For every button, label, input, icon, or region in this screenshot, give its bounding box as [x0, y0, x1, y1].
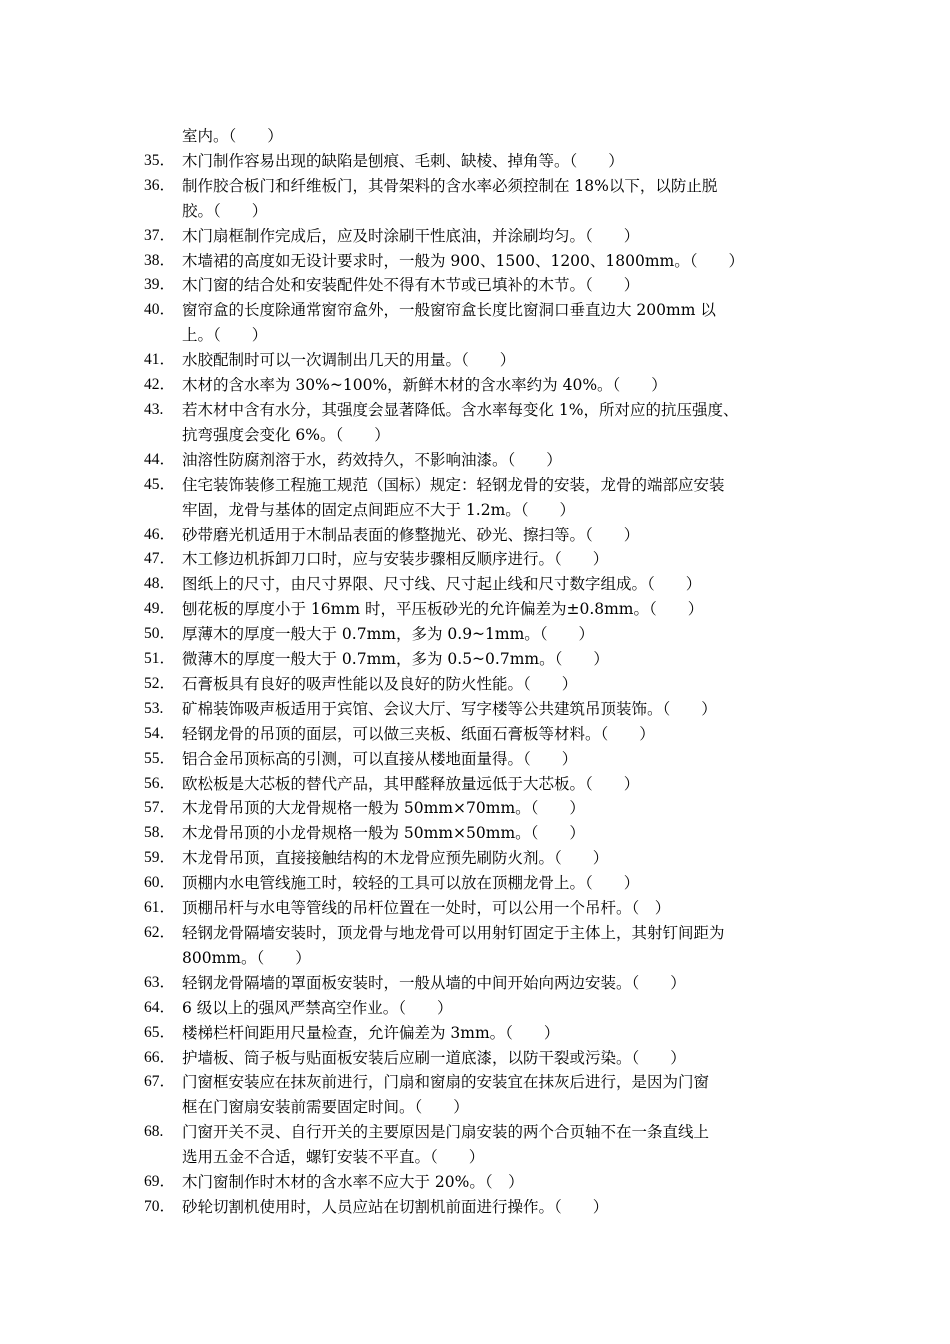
question-text-line: 木龙骨吊顶的小龙骨规格一般为 50mm×50mm。（ ）: [182, 824, 585, 843]
question-item: [144, 996, 826, 1021]
question-text-line: 楼梯栏杆间距用尺量检查，允许偏差为 3mm。（ ）: [182, 1023, 560, 1042]
question-item: [144, 747, 826, 772]
question-number: 62．: [144, 924, 176, 941]
question-number: 51．: [144, 650, 176, 668]
question-number: 38．: [144, 251, 176, 269]
question-text-line: 顶棚内水电管线施工时，较轻的工具可以放在顶棚龙骨上。（ ）: [182, 874, 640, 893]
question-text-line: 轻钢龙骨隔墙安装时，顶龙骨与地龙骨可以用射钉固定于主体上，其射钉间距为: [182, 924, 725, 942]
question-text-line: 轻钢龙骨的吊顶的面层，可以做三夹板、纸面石膏板等材料。（ ）: [182, 724, 655, 743]
question-text-line: 矿棉装饰吸声板适用于宾馆、会议大厅、写字楼等公共建筑吊顶装饰。（ ）: [182, 699, 717, 718]
question-item: [144, 124, 826, 149]
question-text-line: 木墙裙的高度如无设计要求时，一般为 900、1500、1200、1800mm。（ ）: [182, 251, 744, 270]
question-item: [144, 523, 826, 548]
question-number: 54．: [144, 724, 176, 742]
question-text-line: 胶。（ ）: [182, 201, 268, 220]
question-text-line: 窗帘盒的长度除通常窗帘盒外，一般窗帘盒长度比窗洞口垂直边大 200mm 以: [182, 301, 716, 320]
question-text-line: 住宅装饰装修工程施工规范（国标）规定：轻钢龙骨的安装，龙骨的端部应安装: [182, 475, 725, 494]
question-item: [144, 821, 826, 846]
question-text-line: 制作胶合板门和纤维板门，其骨架料的含水率必须控制在 18%以下，以防止脱: [182, 176, 718, 195]
question-text-line: 砂轮切割机使用时，人员应站在切割机前面进行操作。（ ）: [182, 1197, 609, 1216]
question-text-line: 图纸上的尺寸，由尺寸界限、尺寸线、尺寸起止线和尺寸数字组成。（ ）: [182, 575, 702, 594]
question-text-line: 800mm。（ ）: [182, 948, 311, 967]
question-number: 44．: [144, 450, 176, 468]
question-number: 60．: [144, 874, 176, 892]
question-item: [144, 572, 826, 597]
question-item: [144, 846, 826, 871]
question-text-line: 木龙骨吊顶，直接接触结构的木龙骨应预先刷防火剂。（ ）: [182, 849, 609, 868]
question-text-line: 木龙骨吊顶的大龙骨规格一般为 50mm×70mm。（ ）: [182, 799, 585, 818]
question-text-line: 砂带磨光机适用于木制品表面的修整抛光、砂光、擦扫等。（ ）: [182, 525, 640, 544]
question-item: [144, 273, 826, 298]
question-text-line: 轻钢龙骨隔墙的罩面板安装时，一般从墙的中间开始向两边安装。（ ）: [182, 973, 686, 992]
question-number: 50．: [144, 625, 176, 643]
question-item: [144, 348, 826, 373]
question-item: [144, 722, 826, 747]
question-number: 53.: [144, 699, 164, 717]
question-item: [144, 448, 826, 473]
question-item: [144, 398, 826, 448]
question-text-line: 水胶配制时可以一次调制出几天的用量。（ ）: [182, 351, 516, 370]
question-number: 52．: [144, 674, 176, 692]
question-item: [144, 373, 826, 398]
question-number: 47．: [144, 550, 176, 568]
question-text-line: 木门窗制作时木材的含水率不应大于 20%。（ ）: [182, 1173, 524, 1192]
question-number: 49．: [144, 600, 176, 618]
question-number: 61．: [144, 899, 176, 917]
question-number: 36．: [144, 176, 176, 194]
question-number: 42．: [144, 376, 176, 394]
question-item: [144, 1195, 826, 1220]
question-number: 68.: [144, 1123, 164, 1141]
question-text-line: 木门制作容易出现的缺陷是刨痕、毛刺、缺棱、掉角等。（ ）: [182, 151, 624, 170]
question-number: 70．: [144, 1197, 176, 1215]
question-item: [144, 772, 826, 797]
question-item: [144, 971, 826, 996]
question-text-line: 木工修边机拆卸刀口时，应与安装步骤相反顺序进行。（ ）: [182, 550, 609, 569]
question-item: [144, 871, 826, 896]
question-number: 40．: [144, 301, 176, 319]
question-number: 67．: [144, 1073, 176, 1091]
question-number: 66．: [144, 1048, 176, 1066]
question-text-line: 木门窗的结合处和安装配件处不得有木节或已填补的木节。（ ）: [182, 276, 640, 295]
question-item: [144, 796, 826, 821]
question-text-line: 石膏板具有良好的吸声性能以及良好的防火性能。（ ）: [182, 674, 578, 693]
question-text-line: 铝合金吊顶标高的引测，可以直接从楼地面量得。（ ）: [182, 749, 578, 768]
question-text-line: 油溶性防腐剂溶于水，药效持久，不影响油漆。（ ）: [182, 450, 562, 469]
question-text-line: 上。（ ）: [182, 326, 268, 345]
question-item: [144, 1021, 826, 1046]
question-number: 55．: [144, 749, 176, 767]
question-item: [144, 622, 826, 647]
question-number: 57．: [144, 799, 176, 817]
question-item: [144, 249, 826, 274]
question-number: 58．: [144, 824, 176, 842]
question-item: [144, 298, 826, 348]
question-list: [144, 124, 826, 1220]
question-text-line: 木门扇框制作完成后，应及时涂刷干性底油，并涂刷均匀。（ ）: [182, 226, 640, 245]
question-number: 63．: [144, 973, 176, 991]
question-number: 59．: [144, 849, 176, 867]
question-item: [144, 1170, 826, 1195]
question-text-line: 框在门窗扇安装前需要固定时间。（ ）: [182, 1098, 469, 1117]
question-number: 64．: [144, 998, 176, 1016]
question-text-line: 刨花板的厚度小于 16mm 时，平压板砂光的允许偏差为±0.8mm。（ ）: [182, 600, 704, 619]
question-text-line: 选用五金不合适，螺钉安装不平直。（ ）: [182, 1148, 485, 1167]
question-text-line: 顶棚吊杆与水电等管线的吊杆位置在一处时，可以公用一个吊杆。（ ）: [182, 899, 671, 918]
question-item: [144, 1046, 826, 1071]
question-text-line: 牢固，龙骨与基体的固定点间距应不大于 1.2m。（ ）: [182, 500, 576, 519]
question-number: 39．: [144, 276, 176, 294]
question-number: 37．: [144, 226, 176, 244]
question-item: [144, 1070, 826, 1120]
question-text-line: 护墙板、筒子板与贴面板安装后应刷一道底漆，以防干裂或污染。（ ）: [182, 1048, 686, 1067]
question-item: [144, 174, 826, 224]
question-item: [144, 921, 826, 971]
question-number: 45．: [144, 475, 176, 493]
question-item: [144, 647, 826, 672]
question-item: [144, 547, 826, 572]
question-text-line: 6 级以上的强风严禁高空作业。（ ）: [182, 998, 453, 1017]
question-text-line: 门窗框安装应在抹灰前进行，门扇和窗扇的安装宜在抹灰后进行，是因为门窗: [182, 1073, 710, 1092]
question-text-line: 欧松板是大芯板的替代产品，其甲醛释放量远低于大芯板。（ ）: [182, 774, 640, 793]
question-item: [144, 473, 826, 523]
question-number: 43.: [144, 400, 164, 418]
question-number: 46．: [144, 525, 176, 543]
question-number: 35．: [144, 151, 176, 169]
question-item: [144, 149, 826, 174]
question-text-line: 若木材中含有水分，其强度会显著降低。含水率每变化 1%，所对应的抗压强度、: [182, 400, 739, 419]
question-item: [144, 697, 826, 722]
question-item: [144, 672, 826, 697]
question-number: 48．: [144, 575, 176, 593]
question-text-line: 室内。（ ）: [182, 127, 283, 145]
question-number: 69．: [144, 1173, 176, 1191]
question-text-line: 厚薄木的厚度一般大于 0.7mm，多为 0.9~1mm。（ ）: [182, 625, 595, 644]
question-item: [144, 1120, 826, 1170]
question-text-line: 木材的含水率为 30%~100%，新鲜木材的含水率约为 40%。（ ）: [182, 376, 667, 395]
question-text-line: 门窗开关不灵、自行开关的主要原因是门扇安装的两个合页轴不在一条直线上: [182, 1123, 710, 1142]
question-number: 56．: [144, 774, 176, 792]
question-text-line: 微薄木的厚度一般大于 0.7mm，多为 0.5~0.7mm。（ ）: [182, 650, 609, 669]
question-number: 41．: [144, 351, 176, 369]
question-text-line: 抗弯强度会变化 6%。（ ）: [182, 425, 390, 444]
question-item: [144, 224, 826, 249]
question-item: [144, 896, 826, 921]
question-number: 65．: [144, 1023, 176, 1041]
question-item: [144, 597, 826, 622]
